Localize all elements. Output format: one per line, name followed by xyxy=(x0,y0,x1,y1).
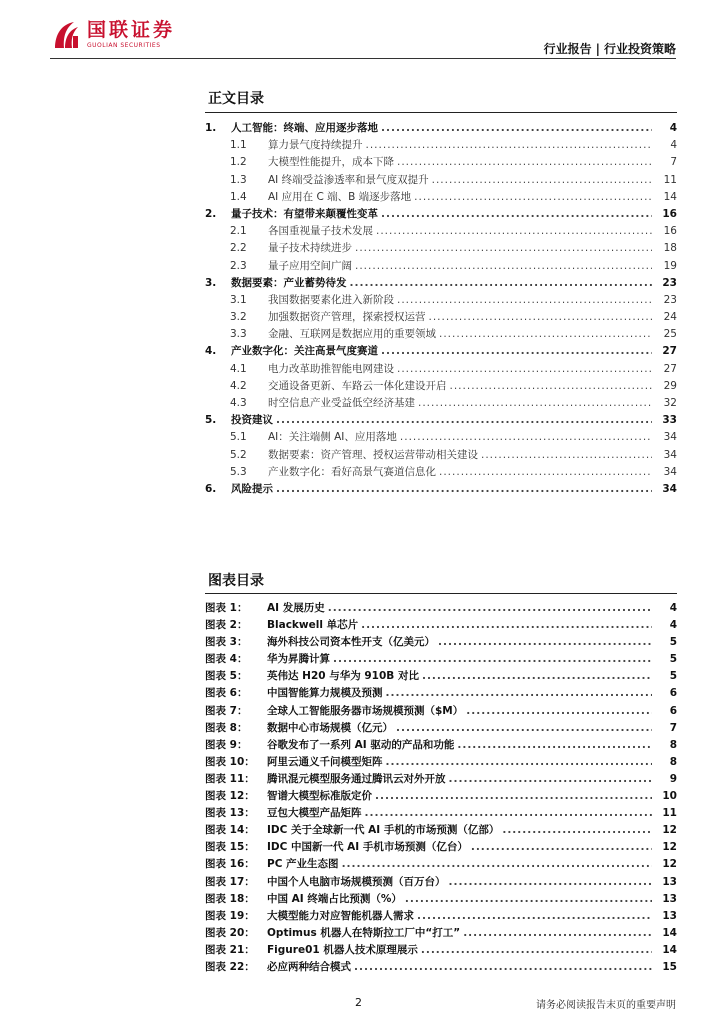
toc-entry-page: 25 xyxy=(663,328,677,341)
figure-label: 图表 12： xyxy=(205,790,255,803)
figure-page: 5 xyxy=(669,670,677,683)
toc-entry-number: 2.1 xyxy=(230,225,247,238)
toc-leader-dots xyxy=(355,242,652,254)
figure-page: 8 xyxy=(669,738,677,751)
figure-label: 图表 7： xyxy=(205,704,248,717)
toc-entry-title: 金融、互联网是数据应用的重要领域 xyxy=(268,328,436,341)
toc-entry-title: 投资建议 xyxy=(231,414,273,427)
toc-section-entry[interactable] xyxy=(205,137,677,154)
company-logo xyxy=(52,19,175,51)
toc-entry-number: 1.3 xyxy=(230,173,247,186)
toc-section-entry[interactable] xyxy=(205,292,677,309)
figure-page: 12 xyxy=(662,824,677,837)
figure-title: Optimus 机器人在特斯拉工厂中“打工” xyxy=(267,926,461,939)
figure-leader-dots xyxy=(417,910,652,922)
figure-label: 图表 20： xyxy=(205,926,255,939)
toc-entry-number: 6. xyxy=(205,482,217,495)
toc-entry-number: 2. xyxy=(205,207,217,220)
figure-label: 图表 22： xyxy=(205,960,255,973)
figure-title: PC 产业生态图 xyxy=(267,858,339,871)
figure-page: 9 xyxy=(669,772,677,785)
figure-page: 5 xyxy=(669,636,677,649)
figure-page: 10 xyxy=(662,790,677,803)
toc-section-entry[interactable] xyxy=(205,464,677,481)
toc-leader-dots xyxy=(350,277,653,289)
toc-entry-number: 4.1 xyxy=(230,362,247,375)
figure-title: 豆包大模型产品矩阵 xyxy=(267,807,362,820)
toc-leader-dots xyxy=(366,139,653,151)
figure-label: 图表 2： xyxy=(205,619,248,632)
toc-section-entry[interactable] xyxy=(205,240,677,257)
toc-entry-page: 32 xyxy=(663,397,677,409)
toc-section-entry[interactable] xyxy=(205,172,677,189)
figure-leader-dots xyxy=(449,876,653,888)
toc-leader-dots xyxy=(414,191,652,203)
toc-entry-number: 1.2 xyxy=(230,156,247,169)
figure-page: 4 xyxy=(669,619,677,632)
figure-title: 大模型能力对应智能机器人需求 xyxy=(267,909,414,922)
figure-page: 13 xyxy=(662,909,677,922)
figure-title: 华为昇腾计算 xyxy=(267,653,330,666)
toc-entry-title: 人工智能：终端、应用逐步落地 xyxy=(231,122,378,134)
toc-section-entry[interactable] xyxy=(205,447,677,464)
toc-entry-title: 产业数字化：关注高景气度赛道 xyxy=(231,345,378,358)
figure-label: 图表 17： xyxy=(205,875,255,888)
toc-entry-number: 5.2 xyxy=(230,448,247,461)
figure-list-entry[interactable] xyxy=(205,668,677,685)
figure-title: 腾讯混元模型服务通过腾讯云对外开放 xyxy=(267,772,446,785)
toc-section-entry[interactable] xyxy=(205,223,677,240)
figure-list-entry[interactable] xyxy=(205,942,677,959)
disclaimer-note: 请务必阅读报告末页的重要声明 xyxy=(536,1000,676,1011)
figure-title: 中国 AI 终端占比预测（%） xyxy=(267,892,402,905)
toc-leader-dots xyxy=(400,431,652,443)
logo-english-name: GUOLIAN SECURITIES xyxy=(87,42,161,49)
figure-label: 图表 1： xyxy=(205,602,248,614)
toc-chapter-entry[interactable] xyxy=(205,206,677,223)
figure-leader-dots xyxy=(365,807,653,819)
toc-entry-title: 交通设备更新、车路云一体化建设开启 xyxy=(268,379,447,392)
figure-leader-dots xyxy=(333,653,652,665)
figure-page: 8 xyxy=(669,755,677,768)
figure-list-entry[interactable] xyxy=(205,720,677,737)
figure-title: Blackwell 单芯片 xyxy=(267,619,359,632)
figure-leader-dots xyxy=(361,619,652,631)
figure-title: 智谱大模型标准版定价 xyxy=(267,790,372,803)
figure-page: 13 xyxy=(662,892,677,905)
toc-entry-page: 34 xyxy=(663,431,677,444)
figure-list-entry[interactable] xyxy=(205,771,677,788)
figure-list-entry[interactable] xyxy=(205,737,677,754)
toc-section-entry[interactable] xyxy=(205,429,677,446)
toc-entry-page: 23 xyxy=(663,293,677,306)
figure-leader-dots xyxy=(354,961,652,973)
figure-label: 图表 9： xyxy=(205,738,248,751)
toc-entry-page: 11 xyxy=(663,173,677,186)
toc-leader-dots xyxy=(376,225,652,237)
toc-entry-page: 23 xyxy=(662,276,677,289)
figure-label: 图表 16： xyxy=(205,858,255,871)
figure-label: 图表 10： xyxy=(205,755,255,768)
toc-entry-page: 34 xyxy=(663,448,677,461)
toc-chapter-entry[interactable] xyxy=(205,481,677,498)
toc-section-entry[interactable] xyxy=(205,361,677,378)
toc-leader-dots xyxy=(432,174,652,186)
toc-entry-page: 29 xyxy=(663,379,677,392)
toc-entry-page: 18 xyxy=(663,242,677,255)
figure-label: 图表 19： xyxy=(205,909,255,922)
toc-section-entry[interactable] xyxy=(205,154,677,171)
toc-leader-dots xyxy=(355,260,652,272)
figure-leader-dots xyxy=(421,944,652,956)
toc-entry-page: 24 xyxy=(663,311,677,324)
toc-leader-dots xyxy=(381,345,652,357)
toc-leader-dots xyxy=(397,156,652,168)
toc-chapter-entry[interactable] xyxy=(205,275,677,292)
toc-entry-number: 1.4 xyxy=(230,190,247,203)
figure-leader-dots xyxy=(375,790,652,802)
figure-leader-dots xyxy=(438,636,652,648)
toc-entry-page: 27 xyxy=(662,345,677,358)
toc-entry-title: 量子技术：有望带来颠覆性变革 xyxy=(231,207,378,220)
figure-list-entry[interactable] xyxy=(205,805,677,822)
toc-entry-number: 4.2 xyxy=(230,379,247,392)
figure-page: 11 xyxy=(662,807,677,820)
figure-leader-dots xyxy=(386,687,653,699)
figure-list-entry[interactable] xyxy=(205,617,677,634)
toc-entry-title: 时空信息产业受益低空经济基建 xyxy=(268,397,415,409)
toc-entry-number: 3.1 xyxy=(230,293,247,306)
toc-section-entry[interactable] xyxy=(205,395,677,412)
toc-chapter-entry[interactable] xyxy=(205,412,677,429)
toc-entry-title: 量子应用空间广阔 xyxy=(268,259,352,272)
figure-label: 图表 15： xyxy=(205,841,255,854)
figure-leader-dots xyxy=(463,927,652,939)
toc-entry-page: 16 xyxy=(663,225,677,238)
toc-entry-title: 电力改革助推智能电网建设 xyxy=(268,362,394,375)
toc-chapter-entry[interactable] xyxy=(205,120,677,137)
figure-title: 中国个人电脑市场规模预测（百万台） xyxy=(267,875,446,888)
figure-label: 图表 13： xyxy=(205,807,255,820)
toc-leader-dots xyxy=(450,380,653,392)
toc-entry-page: 33 xyxy=(662,414,677,427)
figure-leader-dots xyxy=(386,756,653,768)
toc-entry-title: 大模型性能提升，成本下降 xyxy=(268,156,394,169)
figure-title: Figure01 机器人技术原理展示 xyxy=(267,943,418,956)
toc-leader-dots xyxy=(276,483,652,495)
toc-entry-page: 34 xyxy=(663,465,677,478)
figure-leader-dots xyxy=(328,602,652,614)
toc-leader-dots xyxy=(429,311,653,323)
toc-entry-number: 3. xyxy=(205,276,217,289)
figure-list-entry[interactable] xyxy=(205,891,677,908)
figure-list-entry[interactable] xyxy=(205,839,677,856)
figure-title: 数据中心市场规模（亿元） xyxy=(267,721,393,734)
page-number: 2 xyxy=(355,996,362,1009)
figure-list-entry[interactable] xyxy=(205,874,677,891)
figures-title: 图表目录 xyxy=(208,573,264,589)
toc-entry-page: 16 xyxy=(662,207,677,220)
figure-title: 谷歌发布了一系列 AI 驱动的产品和功能 xyxy=(267,738,455,751)
toc-entry-number: 4. xyxy=(205,345,217,358)
toc-entry-page: 14 xyxy=(663,190,677,203)
figure-list-entry[interactable] xyxy=(205,634,677,651)
toc-entry-number: 5. xyxy=(205,414,217,427)
toc-entry-number: 3.2 xyxy=(230,311,247,324)
figure-list-entry[interactable] xyxy=(205,754,677,771)
toc-leader-dots xyxy=(439,466,652,478)
figure-list-entry[interactable] xyxy=(205,703,677,720)
figure-page: 14 xyxy=(662,926,677,939)
figure-leader-dots xyxy=(471,841,652,853)
toc-entry-title: 加强数据资产管理，探索授权运营 xyxy=(268,311,426,324)
figure-list-entry[interactable] xyxy=(205,856,677,873)
toc-leader-dots xyxy=(397,363,652,375)
page-header xyxy=(0,0,724,64)
toc-entry-title: 风险提示 xyxy=(231,482,273,495)
toc-section-entry[interactable] xyxy=(205,258,677,275)
toc-entry-page: 4 xyxy=(669,122,677,134)
toc-entry-title: AI 应用在 C 端、B 端逐步落地 xyxy=(268,190,412,203)
figures-title-rule xyxy=(205,593,677,594)
figure-label: 图表 21： xyxy=(205,943,255,956)
header-divider xyxy=(50,58,676,59)
toc-title-rule xyxy=(205,112,677,113)
figure-title: IDC 中国新一代 AI 手机市场预测（亿台） xyxy=(267,841,468,854)
figure-page: 15 xyxy=(662,960,677,973)
figure-page: 4 xyxy=(669,602,677,614)
figures-list xyxy=(205,600,677,976)
figure-label: 图表 14： xyxy=(205,824,255,837)
figure-page: 6 xyxy=(669,704,677,717)
toc-entry-title: 各国重视量子技术发展 xyxy=(268,225,373,238)
toc-section-entry[interactable] xyxy=(205,378,677,395)
toc-title: 正文目录 xyxy=(208,91,264,107)
toc-entry-title: AI 终端受益渗透率和景气度双提升 xyxy=(268,173,429,186)
toc-entry-title: 算力景气度持续提升 xyxy=(268,139,363,152)
figure-list-entry[interactable] xyxy=(205,959,677,976)
toc-entry-title: 产业数字化：看好高景气赛道信息化 xyxy=(268,465,436,478)
toc-entry-number: 1. xyxy=(205,122,217,134)
figure-leader-dots xyxy=(502,824,652,836)
figure-page: 5 xyxy=(669,653,677,666)
figure-title: 海外科技公司资本性开支（亿美元） xyxy=(267,636,435,649)
toc-leader-dots xyxy=(276,414,652,426)
figure-title: IDC 关于全球新一代 AI 手机的市场预测（亿部） xyxy=(267,824,500,837)
toc-entry-number: 1.1 xyxy=(230,139,247,152)
report-subtype: 行业投资策略 xyxy=(603,42,676,56)
figure-label: 图表 3： xyxy=(205,636,248,649)
toc-leader-dots xyxy=(481,449,652,461)
figure-page: 12 xyxy=(662,858,677,871)
figure-leader-dots xyxy=(449,773,653,785)
toc-list xyxy=(205,120,677,498)
figure-list-entry[interactable] xyxy=(205,788,677,805)
figure-list-entry[interactable] xyxy=(205,600,677,617)
toc-chapter-entry[interactable] xyxy=(205,343,677,360)
toc-leader-dots xyxy=(397,294,652,306)
toc-entry-number: 5.3 xyxy=(230,465,247,478)
toc-entry-number: 3.3 xyxy=(230,328,247,341)
report-category xyxy=(544,40,676,57)
toc-entry-title: 我国数据要素化进入新阶段 xyxy=(268,293,394,306)
toc-entry-page: 7 xyxy=(670,156,677,169)
figure-list-entry[interactable] xyxy=(205,685,677,702)
toc-section-entry[interactable] xyxy=(205,189,677,206)
toc-entry-page: 4 xyxy=(670,139,677,152)
figure-title: 阿里云通义千问模型矩阵 xyxy=(267,755,383,768)
toc-leader-dots xyxy=(418,397,652,409)
toc-entry-title: AI：关注端侧 AI、应用落地 xyxy=(268,431,397,444)
figure-label: 图表 11： xyxy=(205,772,255,785)
toc-entry-title: 数据要素：资产管理、授权运营带动相关建设 xyxy=(268,448,478,461)
toc-entry-number: 4.3 xyxy=(230,397,247,409)
figure-page: 7 xyxy=(669,721,677,734)
toc-leader-dots xyxy=(381,122,652,134)
toc-section-entry[interactable] xyxy=(205,326,677,343)
figure-page: 13 xyxy=(662,875,677,888)
toc-leader-dots xyxy=(381,208,652,220)
figure-page: 14 xyxy=(662,943,677,956)
figure-leader-dots xyxy=(422,670,652,682)
figure-list-entry[interactable] xyxy=(205,822,677,839)
toc-entry-title: 量子技术持续进步 xyxy=(268,242,352,255)
figure-title: AI 发展历史 xyxy=(267,602,325,614)
figure-list-entry[interactable] xyxy=(205,908,677,925)
figure-leader-dots xyxy=(405,893,652,905)
figure-title: 英伟达 H20 与华为 910B 对比 xyxy=(267,670,419,683)
figure-label: 图表 18： xyxy=(205,892,255,905)
toc-entry-page: 34 xyxy=(662,482,677,495)
figure-leader-dots xyxy=(466,705,652,717)
figure-title: 全球人工智能服务器市场规模预测（$M） xyxy=(267,704,464,717)
toc-entry-number: 5.1 xyxy=(230,431,247,444)
figure-page: 12 xyxy=(662,841,677,854)
toc-entry-page: 19 xyxy=(663,259,677,272)
logo-chinese-name: 国联证券 xyxy=(87,19,176,41)
figure-leader-dots xyxy=(342,858,652,870)
figure-leader-dots xyxy=(396,722,652,734)
toc-entry-page: 27 xyxy=(663,362,677,375)
header-separator: | xyxy=(595,42,600,56)
toc-entry-number: 2.2 xyxy=(230,242,247,255)
figure-list-entry[interactable] xyxy=(205,651,677,668)
figure-label: 图表 4： xyxy=(205,653,248,666)
figure-label: 图表 8： xyxy=(205,721,248,734)
report-type: 行业报告 xyxy=(543,42,592,56)
toc-leader-dots xyxy=(439,328,652,340)
figure-label: 图表 5： xyxy=(205,670,248,683)
figure-title: 中国智能算力规模及预测 xyxy=(267,687,383,700)
toc-entry-title: 数据要素：产业蓄势待发 xyxy=(231,276,347,289)
figure-leader-dots xyxy=(457,739,652,751)
logo-mark-icon xyxy=(52,20,82,50)
figure-page: 6 xyxy=(669,687,677,700)
figure-list-entry[interactable] xyxy=(205,925,677,942)
toc-section-entry[interactable] xyxy=(205,309,677,326)
figure-title: 必应两种结合模式 xyxy=(267,960,351,973)
figure-label: 图表 6： xyxy=(205,687,248,700)
toc-entry-number: 2.3 xyxy=(230,259,247,272)
